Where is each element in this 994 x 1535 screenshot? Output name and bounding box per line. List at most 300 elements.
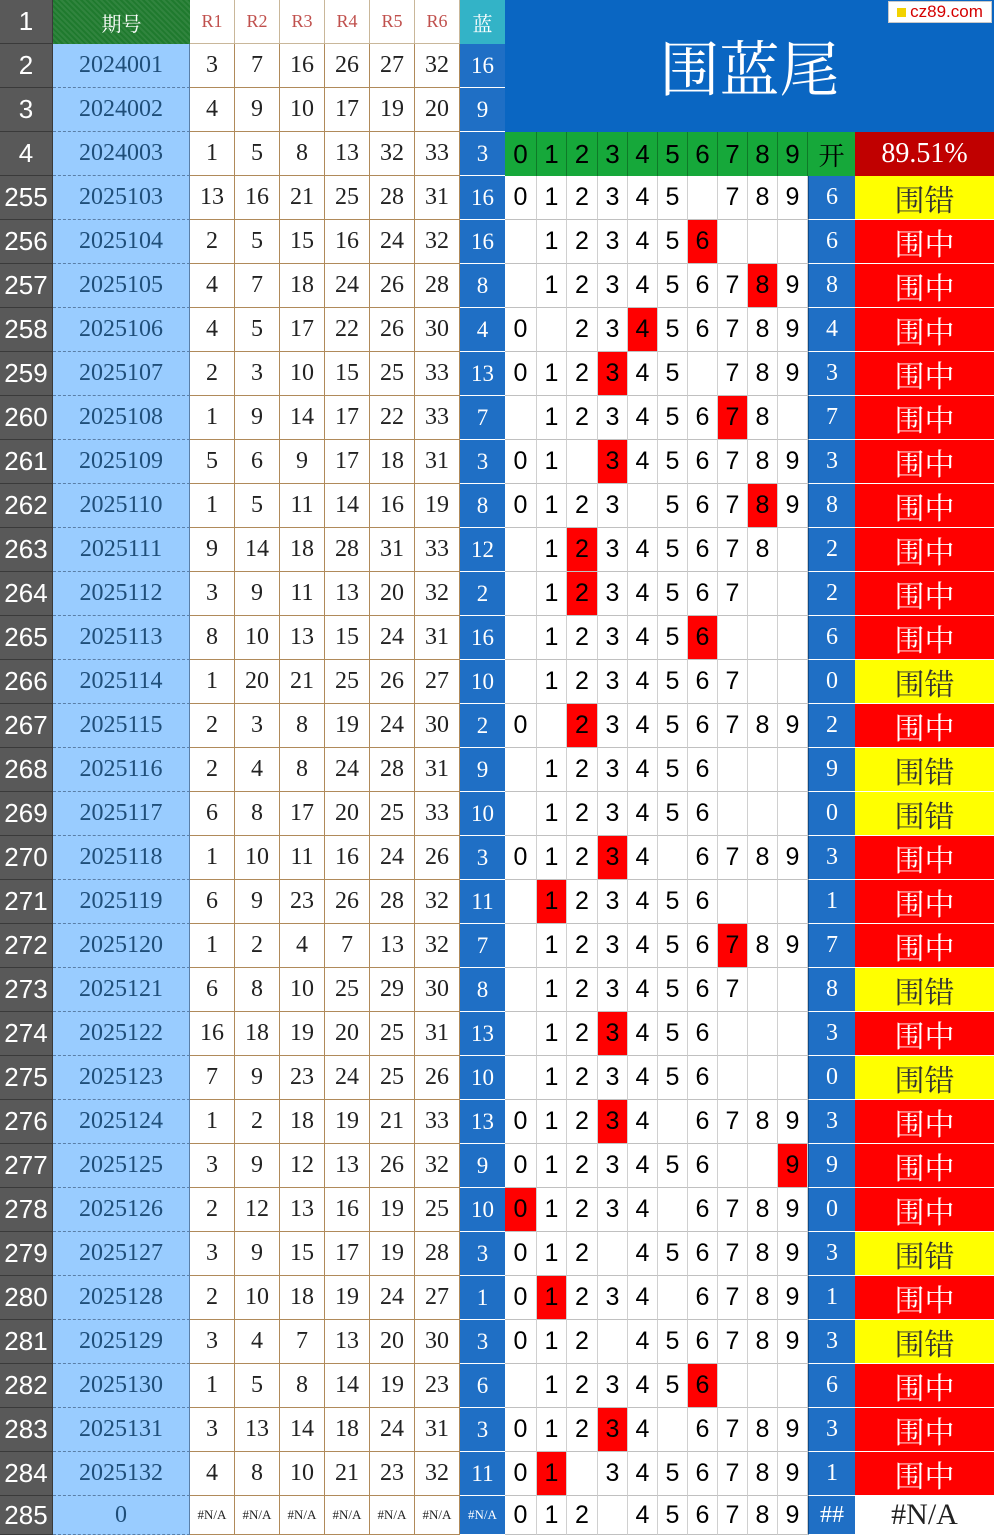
red-ball-cell[interactable]: 23 (370, 1452, 415, 1496)
hit-digit-cell[interactable]: 3 (598, 836, 628, 880)
digit-cell[interactable]: 5 (658, 1012, 688, 1056)
red-ball-cell[interactable]: 23 (280, 880, 325, 924)
digit-cell[interactable]: 7 (718, 1452, 748, 1496)
blue-ball-cell[interactable]: 11 (460, 1452, 505, 1496)
red-ball-cell[interactable]: 16 (325, 220, 370, 264)
digit-cell[interactable] (567, 1452, 598, 1496)
digit-cell[interactable]: 4 (628, 968, 658, 1012)
hit-digit-cell[interactable]: 7 (718, 396, 748, 440)
period-cell[interactable]: 2025130 (53, 1364, 190, 1408)
row-number[interactable]: 271 (0, 880, 53, 924)
digit-cell[interactable] (598, 1232, 628, 1276)
result-cell[interactable]: 围中 (855, 1408, 994, 1452)
digit-cell[interactable] (778, 572, 808, 616)
red-ball-cell[interactable]: 3 (190, 1232, 235, 1276)
period-cell[interactable]: 2025124 (53, 1100, 190, 1144)
digit-cell[interactable] (778, 968, 808, 1012)
red-ball-cell[interactable]: 31 (415, 1012, 460, 1056)
digit-cell[interactable]: 9 (778, 352, 808, 396)
red-ball-cell[interactable]: 9 (235, 1232, 280, 1276)
row-number[interactable]: 272 (0, 924, 53, 968)
digit-cell[interactable]: 8 (748, 1320, 778, 1364)
open-tail-cell[interactable]: 3 (808, 836, 855, 880)
digit-cell[interactable]: 5 (658, 660, 688, 704)
digit-cell[interactable]: 8 (748, 528, 778, 572)
digit-cell[interactable]: 6 (688, 308, 718, 352)
hit-digit-cell[interactable]: 6 (688, 1364, 718, 1408)
digit-cell[interactable]: 3 (598, 1056, 628, 1100)
red-header[interactable]: R3 (280, 0, 325, 44)
red-ball-cell[interactable]: 26 (370, 660, 415, 704)
blue-ball-cell[interactable]: 3 (460, 440, 505, 484)
result-cell[interactable]: 围中 (855, 1364, 994, 1408)
period-cell[interactable]: 2025128 (53, 1276, 190, 1320)
digit-cell[interactable]: 9 (778, 264, 808, 308)
period-cell[interactable]: 2025132 (53, 1452, 190, 1496)
red-ball-cell[interactable]: 1 (190, 132, 235, 176)
open-tail-cell[interactable]: 3 (808, 1320, 855, 1364)
red-ball-cell[interactable]: 16 (280, 44, 325, 88)
digit-cell[interactable]: 3 (598, 1452, 628, 1496)
red-ball-cell[interactable]: 14 (280, 396, 325, 440)
digit-cell[interactable]: 2 (567, 1320, 598, 1364)
blue-ball-cell[interactable]: 12 (460, 528, 505, 572)
digit-cell[interactable]: 1 (537, 660, 567, 704)
period-cell[interactable]: 2025111 (53, 528, 190, 572)
digit-cell[interactable]: 8 (748, 308, 778, 352)
red-ball-cell[interactable]: 1 (190, 1100, 235, 1144)
digit-cell[interactable]: 9 (778, 836, 808, 880)
digit-cell[interactable]: 4 (628, 396, 658, 440)
red-ball-cell[interactable]: 19 (325, 1100, 370, 1144)
period-cell[interactable]: 2025106 (53, 308, 190, 352)
result-cell[interactable]: 围中 (855, 924, 994, 968)
hit-digit-cell[interactable]: 2 (567, 528, 598, 572)
digit-cell[interactable]: 4 (628, 1364, 658, 1408)
digit-cell[interactable]: 4 (628, 1320, 658, 1364)
digit-cell[interactable]: 2 (567, 1012, 598, 1056)
red-ball-cell[interactable]: 4 (235, 1320, 280, 1364)
red-ball-cell[interactable]: 8 (280, 1364, 325, 1408)
red-header[interactable]: R6 (415, 0, 460, 44)
digit-cell[interactable]: 5 (658, 968, 688, 1012)
digit-cell[interactable] (688, 352, 718, 396)
hit-digit-cell[interactable]: 6 (688, 616, 718, 660)
hit-digit-cell[interactable]: 0 (505, 1188, 537, 1232)
digit-cell[interactable]: 2 (567, 836, 598, 880)
period-cell[interactable]: 2025107 (53, 352, 190, 396)
red-ball-cell[interactable]: 3 (190, 44, 235, 88)
period-cell[interactable]: 2025122 (53, 1012, 190, 1056)
digit-cell[interactable]: 5 (658, 1232, 688, 1276)
red-ball-cell[interactable]: 2 (235, 924, 280, 968)
result-cell[interactable]: 围中 (855, 1012, 994, 1056)
digit-cell[interactable] (505, 924, 537, 968)
blue-ball-cell[interactable]: 13 (460, 1012, 505, 1056)
period-cell[interactable]: 2025125 (53, 1144, 190, 1188)
result-cell[interactable]: 围中 (855, 1452, 994, 1496)
red-ball-cell[interactable]: 21 (280, 660, 325, 704)
red-ball-cell[interactable]: 1 (190, 484, 235, 528)
red-ball-cell[interactable]: 18 (325, 1408, 370, 1452)
digit-cell[interactable]: 1 (537, 968, 567, 1012)
period-cell[interactable]: 2025123 (53, 1056, 190, 1100)
red-ball-cell[interactable]: 20 (235, 660, 280, 704)
digit-cell[interactable]: 1 (537, 352, 567, 396)
digit-cell[interactable]: 1 (537, 528, 567, 572)
digit-cell[interactable]: 5 (658, 1452, 688, 1496)
digit-cell[interactable]: 1 (537, 572, 567, 616)
row-number[interactable]: 278 (0, 1188, 53, 1232)
red-ball-cell[interactable]: 31 (415, 1408, 460, 1452)
digit-cell[interactable]: 8 (748, 1496, 778, 1535)
result-cell[interactable]: 围错 (855, 748, 994, 792)
red-ball-cell[interactable]: 27 (370, 44, 415, 88)
red-ball-cell[interactable]: 10 (280, 968, 325, 1012)
digit-cell[interactable]: 2 (567, 1188, 598, 1232)
digit-cell[interactable]: 0 (505, 1496, 537, 1535)
digit-cell[interactable]: 3 (598, 264, 628, 308)
row-number[interactable]: 269 (0, 792, 53, 836)
open-tail-cell[interactable]: 0 (808, 792, 855, 836)
red-ball-cell[interactable]: 5 (235, 220, 280, 264)
hit-digit-cell[interactable]: 9 (778, 1144, 808, 1188)
period-cell[interactable]: 2025116 (53, 748, 190, 792)
red-ball-cell[interactable]: 21 (325, 1452, 370, 1496)
red-ball-cell[interactable]: 30 (415, 968, 460, 1012)
red-ball-cell[interactable]: 1 (190, 396, 235, 440)
digit-cell[interactable]: 5 (658, 748, 688, 792)
digit-cell[interactable]: 5 (658, 440, 688, 484)
digit-cell[interactable]: 7 (718, 1408, 748, 1452)
red-ball-cell[interactable]: 24 (370, 616, 415, 660)
red-ball-cell[interactable]: 7 (235, 44, 280, 88)
digit-cell[interactable]: 5 (658, 1496, 688, 1535)
digit-cell[interactable]: 9 (778, 1408, 808, 1452)
digit-cell[interactable]: 2 (567, 880, 598, 924)
digit-cell[interactable]: 9 (778, 484, 808, 528)
blue-ball-cell[interactable]: 3 (460, 1232, 505, 1276)
digit-cell[interactable]: 0 (505, 1144, 537, 1188)
result-cell[interactable]: 围错 (855, 1320, 994, 1364)
digit-cell[interactable] (748, 1364, 778, 1408)
digit-cell[interactable]: 6 (688, 792, 718, 836)
red-ball-cell[interactable]: 14 (325, 484, 370, 528)
open-tail-cell[interactable]: 2 (808, 704, 855, 748)
digit-header[interactable]: 2 (567, 132, 598, 176)
digit-cell[interactable]: 6 (688, 440, 718, 484)
blue-ball-cell[interactable]: 3 (460, 836, 505, 880)
red-ball-cell[interactable]: 19 (370, 1364, 415, 1408)
red-ball-cell[interactable]: 18 (235, 1012, 280, 1056)
digit-cell[interactable]: 3 (598, 880, 628, 924)
digit-cell[interactable]: 0 (505, 704, 537, 748)
digit-cell[interactable] (718, 1012, 748, 1056)
period-cell[interactable]: 2025109 (53, 440, 190, 484)
blue-ball-cell[interactable]: 2 (460, 572, 505, 616)
row-number[interactable]: 264 (0, 572, 53, 616)
digit-cell[interactable]: 9 (778, 440, 808, 484)
digit-cell[interactable] (505, 220, 537, 264)
red-ball-cell[interactable]: 2 (190, 748, 235, 792)
digit-cell[interactable]: 6 (688, 1144, 718, 1188)
digit-header[interactable]: 0 (505, 132, 537, 176)
digit-cell[interactable]: 7 (718, 836, 748, 880)
red-ball-cell[interactable]: 4 (190, 308, 235, 352)
digit-cell[interactable]: 0 (505, 1452, 537, 1496)
digit-cell[interactable]: 1 (537, 1320, 567, 1364)
digit-cell[interactable]: 2 (567, 616, 598, 660)
red-ball-cell[interactable]: 8 (190, 616, 235, 660)
row-number[interactable]: 282 (0, 1364, 53, 1408)
open-tail-cell[interactable]: 2 (808, 528, 855, 572)
red-ball-cell[interactable]: 25 (370, 1012, 415, 1056)
digit-cell[interactable]: 4 (628, 924, 658, 968)
red-ball-cell[interactable]: 18 (370, 440, 415, 484)
digit-cell[interactable]: 2 (567, 1056, 598, 1100)
red-ball-cell[interactable]: 30 (415, 1320, 460, 1364)
digit-cell[interactable]: 7 (718, 1496, 748, 1535)
red-ball-cell[interactable]: 31 (415, 616, 460, 660)
red-ball-cell[interactable]: 5 (190, 440, 235, 484)
row-number[interactable]: 280 (0, 1276, 53, 1320)
hit-digit-cell[interactable]: 8 (748, 264, 778, 308)
digit-cell[interactable]: 9 (778, 1100, 808, 1144)
hit-digit-cell[interactable]: 1 (537, 880, 567, 924)
digit-cell[interactable]: 4 (628, 1100, 658, 1144)
red-ball-cell[interactable]: 33 (415, 352, 460, 396)
digit-cell[interactable]: 1 (537, 1364, 567, 1408)
digit-cell[interactable]: 2 (567, 924, 598, 968)
hit-digit-cell[interactable]: 6 (688, 220, 718, 264)
red-ball-cell[interactable]: 5 (235, 484, 280, 528)
red-ball-cell[interactable]: 18 (280, 264, 325, 308)
digit-cell[interactable]: 4 (628, 1452, 658, 1496)
digit-cell[interactable]: 8 (748, 1232, 778, 1276)
period-cell[interactable]: 2024002 (53, 88, 190, 132)
blue-ball-cell[interactable]: 13 (460, 1100, 505, 1144)
digit-cell[interactable]: 7 (718, 1188, 748, 1232)
digit-header[interactable]: 1 (537, 132, 567, 176)
digit-cell[interactable]: 9 (778, 176, 808, 220)
row-number[interactable]: 266 (0, 660, 53, 704)
digit-cell[interactable]: 1 (537, 1232, 567, 1276)
digit-cell[interactable] (505, 968, 537, 1012)
digit-cell[interactable] (748, 220, 778, 264)
digit-cell[interactable]: 3 (598, 1364, 628, 1408)
red-ball-cell[interactable]: #N/A (415, 1496, 460, 1535)
red-ball-cell[interactable]: 15 (325, 352, 370, 396)
digit-cell[interactable]: 6 (688, 968, 718, 1012)
digit-cell[interactable]: 2 (567, 352, 598, 396)
red-ball-cell[interactable]: 3 (190, 1320, 235, 1364)
result-cell[interactable]: 围中 (855, 1188, 994, 1232)
digit-cell[interactable] (718, 1056, 748, 1100)
red-ball-cell[interactable]: 26 (325, 880, 370, 924)
open-tail-cell[interactable]: 0 (808, 1056, 855, 1100)
result-cell[interactable]: #N/A (855, 1496, 994, 1535)
hit-digit-cell[interactable]: 1 (537, 1276, 567, 1320)
red-ball-cell[interactable]: 12 (235, 1188, 280, 1232)
digit-cell[interactable] (505, 792, 537, 836)
digit-cell[interactable]: 2 (567, 1408, 598, 1452)
digit-cell[interactable]: 6 (688, 1452, 718, 1496)
digit-cell[interactable]: 0 (505, 308, 537, 352)
digit-cell[interactable]: 4 (628, 1144, 658, 1188)
red-ball-cell[interactable]: 2 (190, 1188, 235, 1232)
digit-cell[interactable] (537, 308, 567, 352)
red-ball-cell[interactable]: 27 (415, 660, 460, 704)
red-ball-cell[interactable]: 10 (280, 352, 325, 396)
red-ball-cell[interactable]: 6 (190, 880, 235, 924)
digit-cell[interactable] (748, 880, 778, 924)
digit-cell[interactable]: 4 (628, 880, 658, 924)
digit-cell[interactable]: 2 (567, 264, 598, 308)
digit-cell[interactable]: 1 (537, 1144, 567, 1188)
red-ball-cell[interactable]: 10 (280, 88, 325, 132)
digit-cell[interactable]: 6 (688, 1056, 718, 1100)
period-cell[interactable]: 2025120 (53, 924, 190, 968)
red-ball-cell[interactable]: 24 (370, 836, 415, 880)
digit-cell[interactable]: 4 (628, 176, 658, 220)
red-ball-cell[interactable]: 24 (370, 1408, 415, 1452)
digit-cell[interactable]: 1 (537, 748, 567, 792)
digit-cell[interactable]: 5 (658, 1364, 688, 1408)
red-ball-cell[interactable]: 13 (325, 1320, 370, 1364)
digit-cell[interactable]: 7 (718, 352, 748, 396)
blue-ball-cell[interactable]: 16 (460, 176, 505, 220)
open-tail-cell[interactable]: 4 (808, 308, 855, 352)
digit-cell[interactable]: 3 (598, 924, 628, 968)
red-ball-cell[interactable]: 33 (415, 528, 460, 572)
period-cell[interactable]: 2025113 (53, 616, 190, 660)
digit-cell[interactable]: 7 (718, 484, 748, 528)
digit-cell[interactable] (778, 792, 808, 836)
red-ball-cell[interactable]: 25 (370, 1056, 415, 1100)
red-ball-cell[interactable]: 13 (190, 176, 235, 220)
red-ball-cell[interactable]: 8 (235, 1452, 280, 1496)
red-ball-cell[interactable]: 3 (190, 1144, 235, 1188)
red-ball-cell[interactable]: 25 (415, 1188, 460, 1232)
digit-cell[interactable]: 6 (688, 1408, 718, 1452)
digit-cell[interactable] (778, 748, 808, 792)
blue-ball-cell[interactable]: 11 (460, 880, 505, 924)
red-ball-cell[interactable]: 4 (190, 1452, 235, 1496)
open-header[interactable]: 开 (808, 132, 855, 176)
digit-cell[interactable] (658, 836, 688, 880)
result-cell[interactable]: 围中 (855, 484, 994, 528)
digit-cell[interactable]: 3 (598, 1276, 628, 1320)
digit-cell[interactable] (505, 660, 537, 704)
digit-cell[interactable]: 4 (628, 1188, 658, 1232)
digit-cell[interactable]: 0 (505, 1100, 537, 1144)
digit-cell[interactable]: 8 (748, 176, 778, 220)
digit-cell[interactable]: 0 (505, 1276, 537, 1320)
digit-cell[interactable]: 8 (748, 704, 778, 748)
digit-cell[interactable] (598, 1320, 628, 1364)
digit-cell[interactable]: 7 (718, 440, 748, 484)
result-cell[interactable]: 围中 (855, 440, 994, 484)
red-ball-cell[interactable]: 30 (415, 704, 460, 748)
red-ball-cell[interactable]: 15 (280, 1232, 325, 1276)
digit-header[interactable]: 9 (778, 132, 808, 176)
red-ball-cell[interactable]: #N/A (325, 1496, 370, 1535)
digit-cell[interactable]: 1 (537, 440, 567, 484)
row-number[interactable]: 281 (0, 1320, 53, 1364)
blue-ball-cell[interactable]: 9 (460, 88, 505, 132)
period-cell[interactable]: 2025121 (53, 968, 190, 1012)
red-ball-cell[interactable]: 20 (325, 1012, 370, 1056)
red-ball-cell[interactable]: 24 (370, 220, 415, 264)
red-ball-cell[interactable]: 10 (280, 1452, 325, 1496)
digit-cell[interactable] (778, 660, 808, 704)
digit-cell[interactable]: 2 (567, 308, 598, 352)
blue-ball-cell[interactable]: #N/A (460, 1496, 505, 1535)
digit-cell[interactable]: 4 (628, 572, 658, 616)
period-header[interactable]: 期号 (53, 0, 190, 44)
period-cell[interactable]: 2025118 (53, 836, 190, 880)
red-ball-cell[interactable]: 18 (280, 1100, 325, 1144)
digit-cell[interactable] (748, 748, 778, 792)
digit-cell[interactable] (505, 264, 537, 308)
red-ball-cell[interactable]: 17 (325, 1232, 370, 1276)
digit-cell[interactable]: 7 (718, 1320, 748, 1364)
digit-cell[interactable]: 0 (505, 1232, 537, 1276)
red-ball-cell[interactable]: 2 (190, 220, 235, 264)
digit-cell[interactable]: 2 (567, 660, 598, 704)
digit-cell[interactable]: 1 (537, 1056, 567, 1100)
red-ball-cell[interactable]: 9 (235, 396, 280, 440)
digit-cell[interactable] (778, 1364, 808, 1408)
red-ball-cell[interactable]: 9 (280, 440, 325, 484)
blue-ball-cell[interactable]: 10 (460, 1188, 505, 1232)
digit-cell[interactable] (505, 528, 537, 572)
period-cell[interactable]: 2025114 (53, 660, 190, 704)
blue-ball-cell[interactable]: 6 (460, 1364, 505, 1408)
red-ball-cell[interactable]: 16 (325, 836, 370, 880)
period-cell[interactable]: 2025103 (53, 176, 190, 220)
digit-cell[interactable]: 3 (598, 704, 628, 748)
result-cell[interactable]: 围中 (855, 220, 994, 264)
red-ball-cell[interactable]: 2 (235, 1100, 280, 1144)
digit-cell[interactable]: 4 (628, 1056, 658, 1100)
red-ball-cell[interactable]: 13 (280, 1188, 325, 1232)
row-number[interactable]: 3 (0, 88, 53, 132)
row-number[interactable]: 284 (0, 1452, 53, 1496)
digit-cell[interactable] (505, 616, 537, 660)
digit-cell[interactable]: 6 (688, 880, 718, 924)
red-header[interactable]: R1 (190, 0, 235, 44)
red-ball-cell[interactable]: 10 (235, 616, 280, 660)
row-number[interactable]: 265 (0, 616, 53, 660)
digit-header[interactable]: 5 (658, 132, 688, 176)
result-cell[interactable]: 围中 (855, 352, 994, 396)
row-number[interactable]: 258 (0, 308, 53, 352)
digit-cell[interactable]: 7 (718, 968, 748, 1012)
digit-cell[interactable]: 4 (628, 748, 658, 792)
red-ball-cell[interactable]: 13 (280, 616, 325, 660)
digit-cell[interactable]: 2 (567, 968, 598, 1012)
red-ball-cell[interactable]: 20 (370, 572, 415, 616)
open-tail-cell[interactable]: 2 (808, 572, 855, 616)
red-ball-cell[interactable]: 15 (280, 220, 325, 264)
digit-cell[interactable]: 2 (567, 1144, 598, 1188)
digit-cell[interactable]: 8 (748, 352, 778, 396)
red-ball-cell[interactable]: 20 (415, 88, 460, 132)
digit-cell[interactable] (598, 1496, 628, 1535)
digit-cell[interactable]: 2 (567, 748, 598, 792)
red-ball-cell[interactable]: 23 (415, 1364, 460, 1408)
